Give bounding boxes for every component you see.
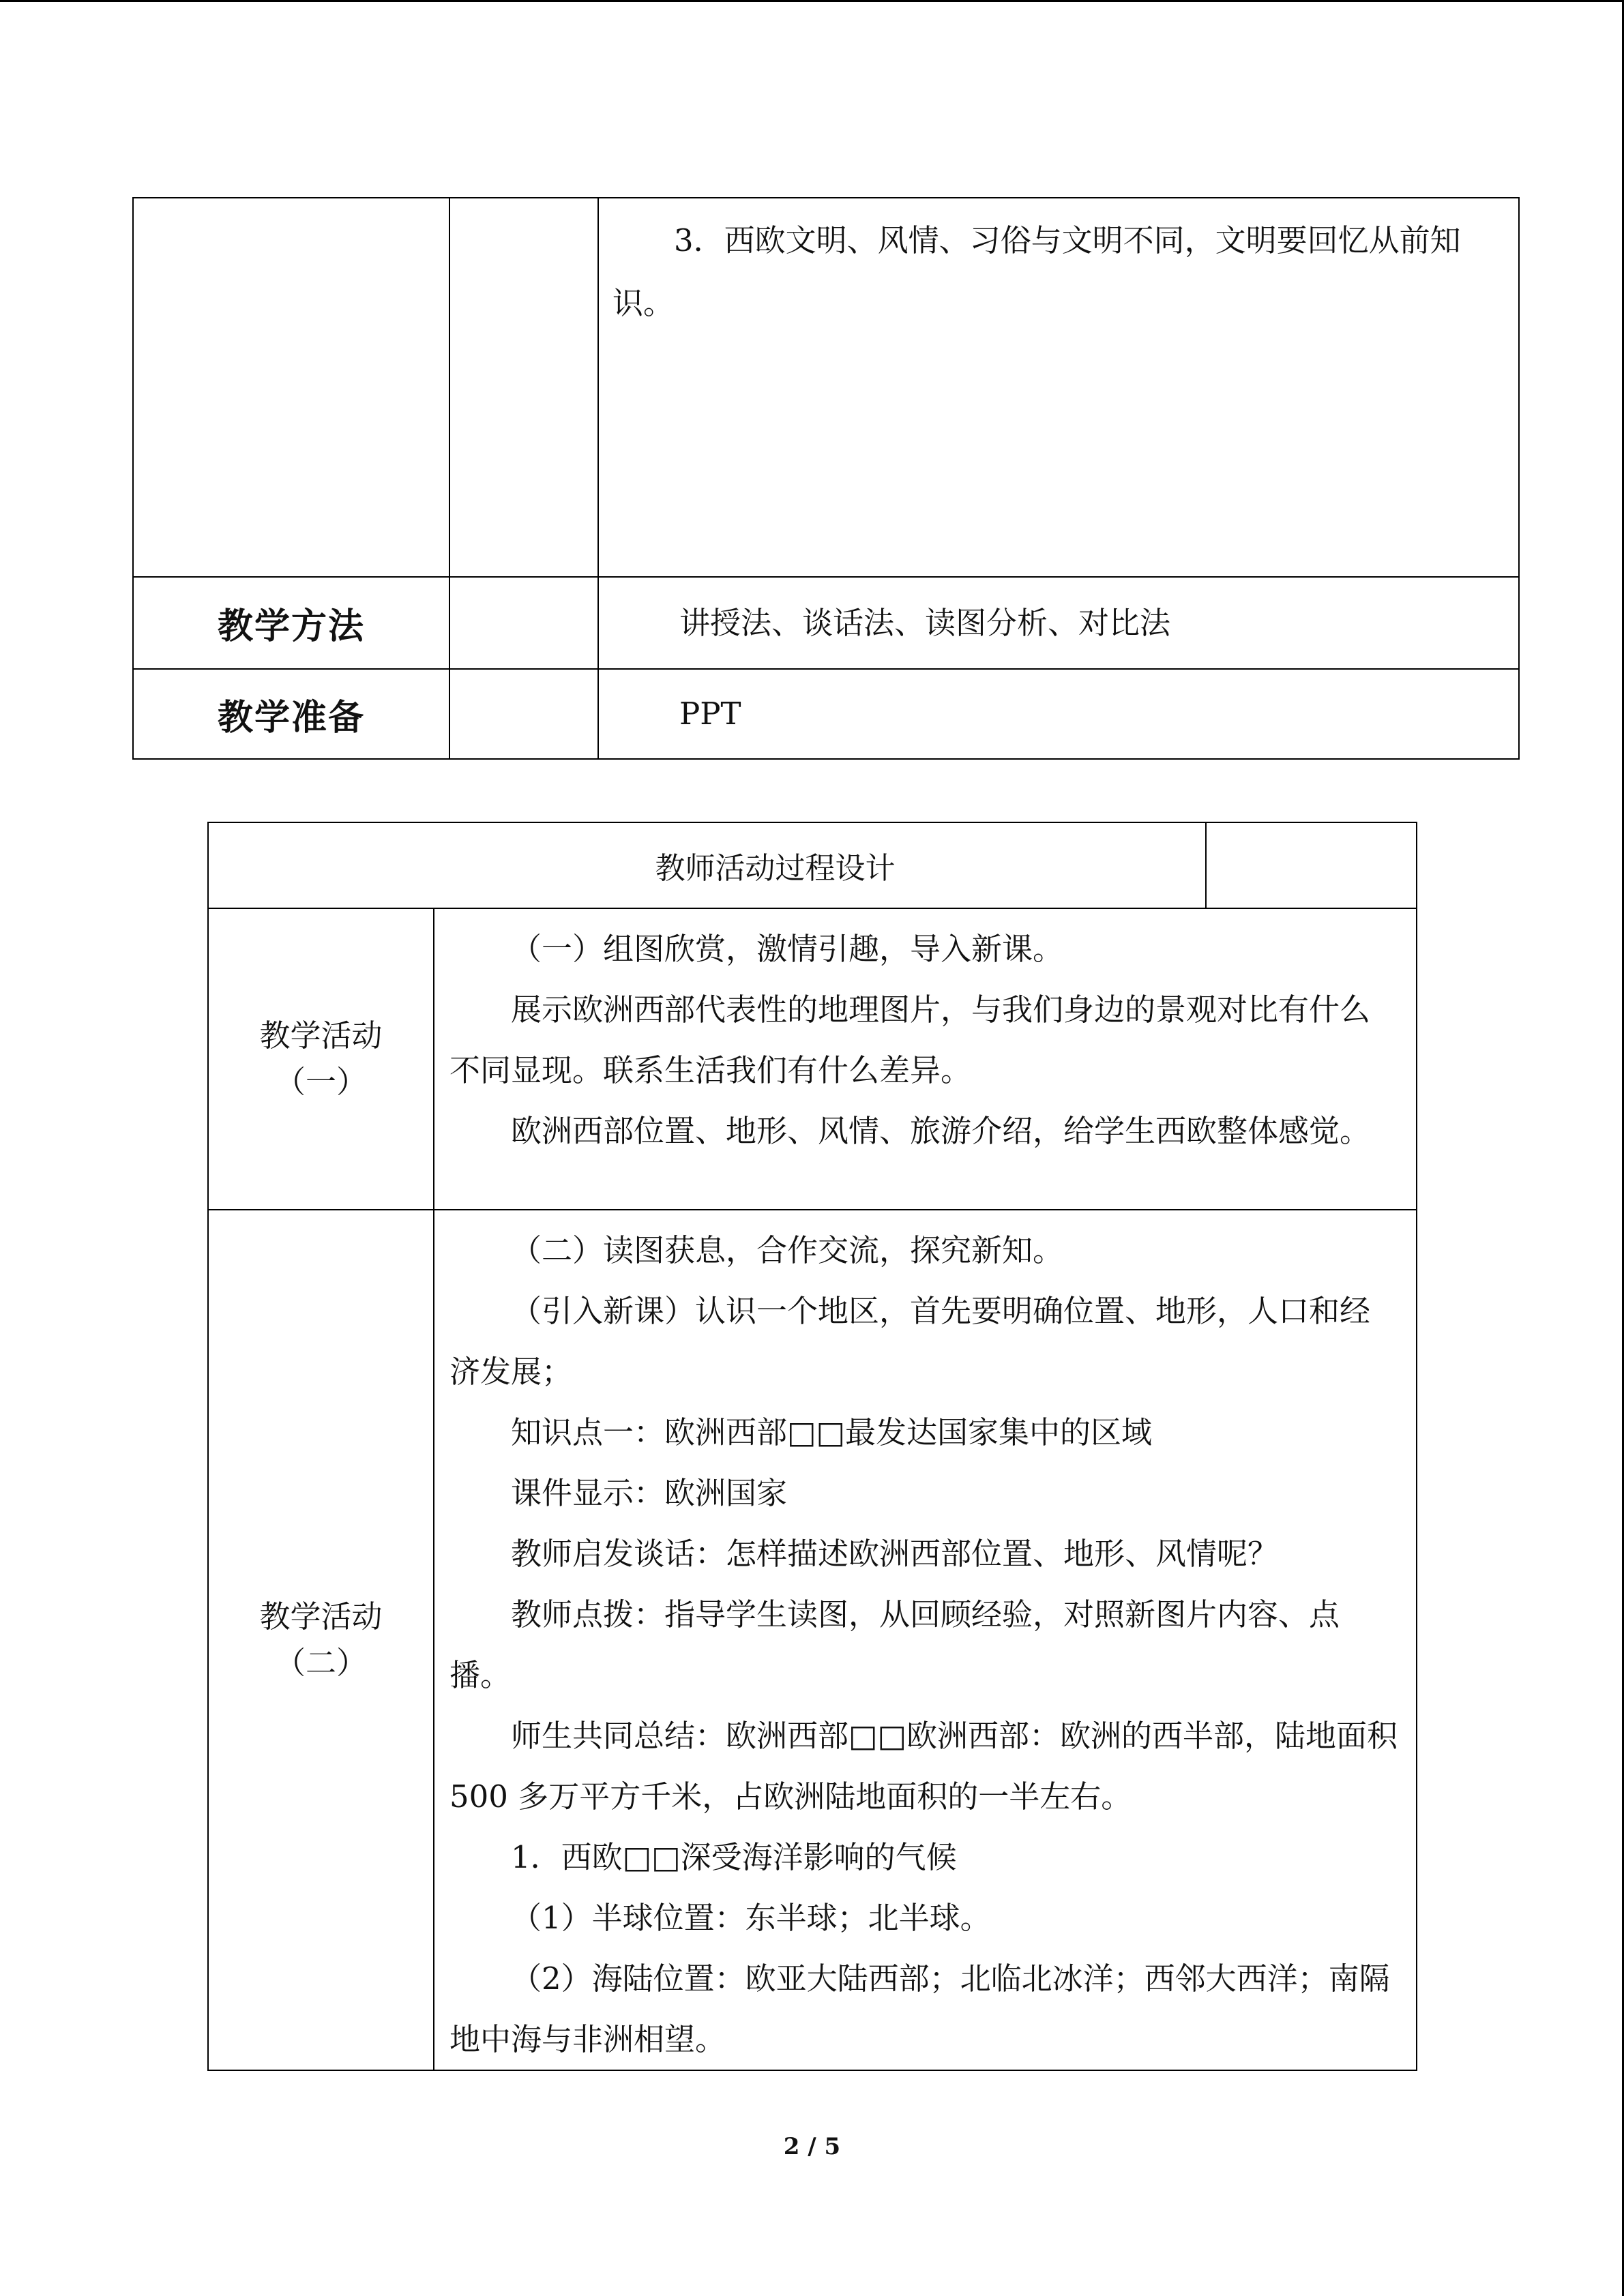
objectives-continuation-row [133, 198, 1519, 577]
empty-cell [133, 198, 449, 577]
paragraph: （二）读图获息，合作交流，探究新知。 [511, 1232, 1064, 1268]
empty-cell [449, 669, 598, 759]
teaching-prep-label: 教学准备 [133, 669, 449, 759]
activity-header: 教师活动过程设计 [208, 822, 1206, 908]
activity-2-label-line2: （二） [274, 1645, 367, 1681]
paragraph: （引入新课）认识一个地区，首先要明确位置、地形，人口和经济发展； [449, 1293, 1371, 1390]
page-number: 2 / 5 [783, 2133, 841, 2160]
activity-2-content [434, 1210, 1417, 2070]
paragraph: 欧洲西部位置、地形、风情、旅游介绍，给学生西欧整体感觉。 [511, 1113, 1371, 1149]
empty-cell [449, 577, 598, 669]
activity-header-row [208, 822, 1417, 908]
paragraph: 展示欧洲西部代表性的地理图片，与我们身边的景观对比有什么不同显现。联系生活我们有什么差异。 [449, 992, 1371, 1088]
teaching-prep-row [133, 669, 1519, 759]
activity-1-row [208, 908, 1417, 1210]
paragraph: 1．西欧□□深受海洋影响的气候 [511, 1839, 957, 1875]
paragraph: （2）海陆位置：欧亚大陆西部；北临北冰洋；西邻大西洋；南隔地中海与非洲相望。 [449, 1960, 1390, 2057]
teaching-method-row [133, 577, 1519, 669]
teaching-method-label: 教学方法 [133, 577, 449, 669]
teaching-prep-value: PPT [679, 696, 741, 732]
activity-2-label-line1: 教学活动 [259, 1598, 383, 1635]
activity-2-row [208, 1210, 1417, 2070]
empty-cell [1206, 822, 1417, 908]
activity-1-label [208, 908, 434, 1210]
activity-2-label [208, 1210, 434, 2070]
paragraph: 教师启发谈话：怎样描述欧洲西部位置、地形、风情呢？ [511, 1536, 1279, 1572]
paragraph: 知识点一：欧洲西部□□最发达国家集中的区域 [511, 1414, 1153, 1450]
activity-1-label-line2: （一） [274, 1064, 367, 1100]
activity-design-table [207, 822, 1417, 2071]
objective-3-text: 3．西欧文明、风情、习俗与文明不同，文明要回忆从前知识。 [612, 222, 1461, 321]
paragraph: （1）半球位置：东半球；北半球。 [511, 1900, 991, 1936]
paragraph: 课件显示：欧洲国家 [511, 1475, 788, 1511]
teaching-prep-cell [598, 669, 1519, 759]
activity-1-content [434, 908, 1417, 1210]
teaching-info-table [132, 197, 1520, 760]
empty-cell [449, 198, 598, 577]
top-border [0, 0, 1624, 2]
paragraph: （一）组图欣赏，激情引趣，导入新课。 [511, 931, 1064, 967]
paragraph: 师生共同总结：欧洲西部□□欧洲西部：欧洲的西半部，陆地面积 500 多万平方千米，占欧洲陆地面积的一半左右。 [449, 1718, 1398, 1815]
activity-1-label-line1: 教学活动 [259, 1017, 383, 1054]
teaching-method-cell [598, 577, 1519, 669]
paragraph: 教师点拨：指导学生读图，从回顾经验，对照新图片内容、点播。 [449, 1596, 1340, 1693]
teaching-method-value: 讲授法、谈话法、读图分析、对比法 [679, 604, 1171, 641]
objectives-cell [598, 198, 1519, 577]
